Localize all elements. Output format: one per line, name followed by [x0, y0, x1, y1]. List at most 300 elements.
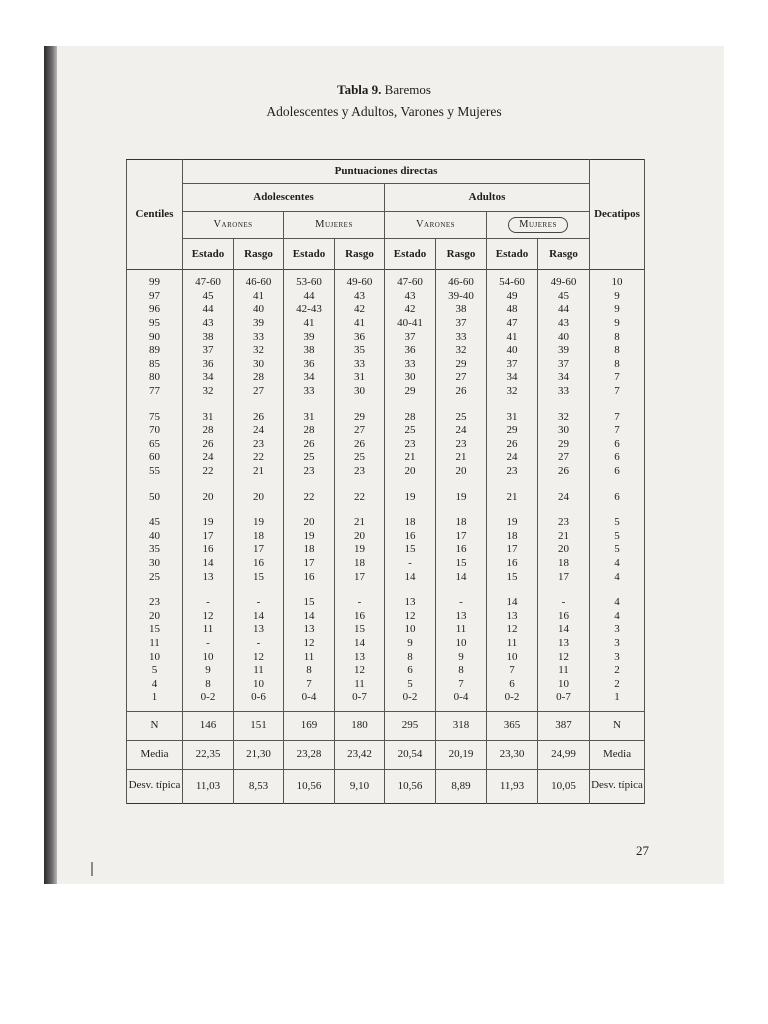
decatipo-cell: 4 — [590, 596, 645, 610]
score-cell: 20 — [234, 490, 284, 504]
row-label: Media — [127, 740, 183, 769]
spacer-cell — [538, 398, 590, 410]
score-cell: 27 — [436, 371, 487, 385]
score-cell: 8,53 — [234, 769, 284, 803]
score-cell: 23 — [436, 438, 487, 452]
score-cell: 32 — [538, 410, 590, 424]
decatipo-cell: Media — [590, 740, 645, 769]
decatipo-cell: 4 — [590, 570, 645, 584]
score-cell: 33 — [436, 330, 487, 344]
score-cell: 19 — [335, 543, 385, 557]
score-cell: 18 — [284, 543, 335, 557]
decatipo-cell: 9 — [590, 290, 645, 304]
decatipo-cell: 2 — [590, 664, 645, 678]
table-row — [127, 650, 645, 664]
score-cell: 15 — [284, 596, 335, 610]
decatipo-cell: 4 — [590, 609, 645, 623]
header-adultos-varones: Varones — [385, 212, 487, 239]
score-cell: 30 — [385, 371, 436, 385]
header-adolescentes-varones: Varones — [183, 212, 284, 239]
score-cell: 26 — [284, 438, 335, 452]
score-cell: 13 — [284, 623, 335, 637]
score-cell: - — [183, 596, 234, 610]
score-cell: 0-2 — [487, 691, 538, 705]
score-cell: 20 — [335, 530, 385, 544]
header-puntuaciones-directas: Puntuaciones directas — [183, 160, 590, 184]
score-cell: 18 — [385, 516, 436, 530]
score-cell: 41 — [234, 290, 284, 304]
score-cell: 23 — [538, 516, 590, 530]
table-row — [127, 530, 645, 544]
score-cell: 26 — [538, 465, 590, 479]
spacer-cell — [590, 478, 645, 490]
score-cell: 12 — [234, 650, 284, 664]
score-cell: 9 — [183, 664, 234, 678]
table-row — [127, 557, 645, 571]
score-cell: 23,30 — [487, 740, 538, 769]
score-cell: 29 — [487, 424, 538, 438]
spacer-cell — [284, 398, 335, 410]
score-cell: 43 — [183, 317, 234, 331]
score-cell: 20 — [183, 490, 234, 504]
score-cell: 40-41 — [385, 317, 436, 331]
spacer-cell — [284, 504, 335, 516]
score-cell: 31 — [335, 371, 385, 385]
score-cell: 20 — [538, 543, 590, 557]
spacer-cell — [127, 478, 183, 490]
score-cell: 365 — [487, 711, 538, 740]
score-cell: 22 — [183, 465, 234, 479]
score-cell: 14 — [183, 557, 234, 571]
score-cell: 20 — [385, 465, 436, 479]
score-cell: 26 — [436, 385, 487, 399]
score-cell: 44 — [183, 303, 234, 317]
spacer-cell — [234, 478, 284, 490]
score-cell: 25 — [436, 410, 487, 424]
decatipo-cell: 5 — [590, 543, 645, 557]
row-label: 95 — [127, 317, 183, 331]
score-cell: 21,30 — [234, 740, 284, 769]
row-label: Desv. típica — [127, 769, 183, 803]
score-cell: 295 — [385, 711, 436, 740]
score-cell: 30 — [538, 424, 590, 438]
spacer-cell — [385, 504, 436, 516]
score-cell: 318 — [436, 711, 487, 740]
header-estado: Estado — [385, 239, 436, 270]
score-cell: 31 — [284, 410, 335, 424]
header-adolescentes-mujeres: Mujeres — [284, 212, 385, 239]
row-label: 10 — [127, 650, 183, 664]
score-cell: 11,03 — [183, 769, 234, 803]
score-cell: 15 — [234, 570, 284, 584]
spacer-cell — [183, 478, 234, 490]
score-cell: 29 — [538, 438, 590, 452]
row-label: 97 — [127, 290, 183, 304]
table-body — [127, 270, 645, 804]
score-cell: 30 — [335, 385, 385, 399]
score-cell: 32 — [234, 344, 284, 358]
score-cell: 23 — [284, 465, 335, 479]
score-cell: 8 — [436, 664, 487, 678]
score-cell: 43 — [385, 290, 436, 304]
table-row — [127, 290, 645, 304]
spacer-cell — [335, 504, 385, 516]
score-cell: 24 — [538, 490, 590, 504]
score-cell: 38 — [284, 344, 335, 358]
spacer-cell — [436, 584, 487, 596]
score-cell: 31 — [183, 410, 234, 424]
score-cell: 33 — [385, 358, 436, 372]
decatipo-cell: 3 — [590, 623, 645, 637]
table-row — [127, 691, 645, 705]
score-cell: 42 — [335, 303, 385, 317]
score-cell: 23 — [385, 438, 436, 452]
score-cell: 11 — [284, 650, 335, 664]
score-cell: 39 — [538, 344, 590, 358]
spacer-cell — [436, 478, 487, 490]
score-cell: 22,35 — [183, 740, 234, 769]
score-cell: 19 — [234, 516, 284, 530]
score-cell: 10,56 — [284, 769, 335, 803]
score-cell: 23,28 — [284, 740, 335, 769]
score-cell: 18 — [234, 530, 284, 544]
score-cell: 0-6 — [234, 691, 284, 705]
score-cell: 13 — [538, 637, 590, 651]
score-cell: 0-2 — [385, 691, 436, 705]
score-cell: 49-60 — [335, 276, 385, 290]
score-cell: 24 — [487, 451, 538, 465]
score-cell: 32 — [436, 344, 487, 358]
page-binding-shadow — [44, 46, 57, 884]
decatipo-cell: N — [590, 711, 645, 740]
score-cell: 0-4 — [436, 691, 487, 705]
decatipo-cell: 6 — [590, 451, 645, 465]
score-cell: 23 — [335, 465, 385, 479]
spacer-cell — [183, 584, 234, 596]
score-cell: 15 — [335, 623, 385, 637]
score-cell: 10 — [234, 677, 284, 691]
score-cell: 13 — [436, 609, 487, 623]
score-cell: 17 — [335, 570, 385, 584]
decatipo-cell: 9 — [590, 303, 645, 317]
score-cell: 16 — [284, 570, 335, 584]
row-label: N — [127, 711, 183, 740]
score-cell: 23 — [234, 438, 284, 452]
score-cell: 0-7 — [335, 691, 385, 705]
score-cell: 11 — [436, 623, 487, 637]
score-cell: 0-7 — [538, 691, 590, 705]
decatipo-cell: 3 — [590, 650, 645, 664]
score-cell: 11 — [234, 664, 284, 678]
score-cell: 22 — [234, 451, 284, 465]
score-cell: 36 — [385, 344, 436, 358]
scan-mark — [91, 862, 93, 876]
decatipo-cell: 6 — [590, 438, 645, 452]
score-cell: 387 — [538, 711, 590, 740]
table-row — [127, 303, 645, 317]
score-cell: 46-60 — [436, 276, 487, 290]
row-label: 65 — [127, 438, 183, 452]
table-row — [127, 570, 645, 584]
score-cell: 7 — [284, 677, 335, 691]
table-row — [127, 490, 645, 504]
header-rasgo: Rasgo — [234, 239, 284, 270]
decatipo-cell: 8 — [590, 344, 645, 358]
baremos-table — [126, 159, 645, 804]
spacer-cell — [385, 398, 436, 410]
score-cell: 29 — [436, 358, 487, 372]
row-label: 96 — [127, 303, 183, 317]
score-cell: 28 — [284, 424, 335, 438]
score-cell: 40 — [487, 344, 538, 358]
header-rasgo: Rasgo — [436, 239, 487, 270]
header-centiles: Centiles — [127, 160, 183, 270]
row-label: 89 — [127, 344, 183, 358]
score-cell: 26 — [183, 438, 234, 452]
table-row — [127, 596, 645, 610]
score-cell: 39 — [234, 317, 284, 331]
score-cell: 21 — [335, 516, 385, 530]
row-label: 25 — [127, 570, 183, 584]
stat-row-desv — [127, 769, 645, 803]
score-cell: 14 — [335, 637, 385, 651]
score-cell: 0-4 — [284, 691, 335, 705]
score-cell: 15 — [385, 543, 436, 557]
score-cell: 13 — [183, 570, 234, 584]
table-row — [127, 677, 645, 691]
score-cell: - — [436, 596, 487, 610]
table-row — [127, 438, 645, 452]
decatipo-cell: 1 — [590, 691, 645, 705]
score-cell: 17 — [183, 530, 234, 544]
decatipo-cell: 8 — [590, 358, 645, 372]
spacer-cell — [234, 584, 284, 596]
score-cell: 5 — [385, 677, 436, 691]
row-label: 75 — [127, 410, 183, 424]
row-label: 11 — [127, 637, 183, 651]
spacer-cell — [127, 398, 183, 410]
score-cell: 26 — [234, 410, 284, 424]
score-cell: 10 — [538, 677, 590, 691]
score-cell: 16 — [183, 543, 234, 557]
stat-row-n — [127, 711, 645, 740]
score-cell: 46-60 — [234, 276, 284, 290]
score-cell: 39 — [284, 330, 335, 344]
score-cell: 9,10 — [335, 769, 385, 803]
score-cell: - — [183, 637, 234, 651]
row-label: 99 — [127, 276, 183, 290]
table-row — [127, 424, 645, 438]
score-cell: 11 — [487, 637, 538, 651]
score-cell: 16 — [538, 609, 590, 623]
score-cell: 12 — [335, 664, 385, 678]
spacer-cell — [538, 478, 590, 490]
score-cell: 11 — [335, 677, 385, 691]
score-cell: 21 — [436, 451, 487, 465]
score-cell: 38 — [436, 303, 487, 317]
score-cell: 38 — [183, 330, 234, 344]
score-cell: 13 — [234, 623, 284, 637]
score-cell: 21 — [385, 451, 436, 465]
score-cell: 42-43 — [284, 303, 335, 317]
header-adultos-mujeres — [487, 212, 590, 239]
spacer-cell — [487, 584, 538, 596]
page-number: 27 — [636, 843, 649, 858]
spacer-cell — [234, 504, 284, 516]
score-cell: 34 — [538, 371, 590, 385]
score-cell: - — [234, 637, 284, 651]
score-cell: 27 — [234, 385, 284, 399]
score-cell: 23,42 — [335, 740, 385, 769]
score-cell: 18 — [538, 557, 590, 571]
score-cell: 10 — [183, 650, 234, 664]
spacer-cell — [183, 504, 234, 516]
table-row — [127, 330, 645, 344]
score-cell: 40 — [234, 303, 284, 317]
score-cell: 31 — [487, 410, 538, 424]
score-cell: 49 — [487, 290, 538, 304]
table-title — [44, 82, 724, 98]
score-cell: 25 — [385, 424, 436, 438]
row-label: 45 — [127, 516, 183, 530]
spacer-cell — [385, 584, 436, 596]
row-label: 50 — [127, 490, 183, 504]
score-cell: 33 — [538, 385, 590, 399]
score-cell: 14 — [385, 570, 436, 584]
score-cell: 12 — [284, 637, 335, 651]
score-cell: 11 — [538, 664, 590, 678]
score-cell: - — [335, 596, 385, 610]
decatipo-cell: 8 — [590, 330, 645, 344]
decatipo-cell: 6 — [590, 490, 645, 504]
score-cell: 48 — [487, 303, 538, 317]
score-cell: 36 — [284, 358, 335, 372]
score-cell: 21 — [234, 465, 284, 479]
score-cell: 21 — [487, 490, 538, 504]
score-cell: 13 — [335, 650, 385, 664]
score-cell: 36 — [335, 330, 385, 344]
score-cell: 18 — [335, 557, 385, 571]
score-cell: 33 — [284, 385, 335, 399]
score-cell: 20 — [436, 465, 487, 479]
score-cell: 27 — [538, 451, 590, 465]
block-spacer — [127, 584, 645, 596]
score-cell: 42 — [385, 303, 436, 317]
score-cell: 24 — [183, 451, 234, 465]
score-cell: 16 — [335, 609, 385, 623]
score-cell: 22 — [335, 490, 385, 504]
score-cell: 11,93 — [487, 769, 538, 803]
score-cell: 47 — [487, 317, 538, 331]
table-row — [127, 637, 645, 651]
score-cell: 13 — [385, 596, 436, 610]
row-label: 90 — [127, 330, 183, 344]
score-cell: 16 — [385, 530, 436, 544]
score-cell: 10 — [385, 623, 436, 637]
score-cell: 8 — [183, 677, 234, 691]
decatipo-cell: 3 — [590, 637, 645, 651]
score-cell: 18 — [487, 530, 538, 544]
block-spacer — [127, 398, 645, 410]
score-cell: 10,05 — [538, 769, 590, 803]
score-cell: 34 — [183, 371, 234, 385]
score-cell: 39-40 — [436, 290, 487, 304]
row-label: 40 — [127, 530, 183, 544]
score-cell: 47-60 — [183, 276, 234, 290]
score-cell: 44 — [284, 290, 335, 304]
header-adultos: Adultos — [385, 184, 590, 212]
score-cell: 17 — [436, 530, 487, 544]
score-cell: 47-60 — [385, 276, 436, 290]
score-cell: 53-60 — [284, 276, 335, 290]
score-cell: 21 — [538, 530, 590, 544]
header-estado: Estado — [183, 239, 234, 270]
score-cell: 19 — [385, 490, 436, 504]
decatipo-cell: 4 — [590, 557, 645, 571]
header-adolescentes: Adolescentes — [183, 184, 385, 212]
header-rasgo: Rasgo — [335, 239, 385, 270]
row-label: 30 — [127, 557, 183, 571]
table-row — [127, 317, 645, 331]
score-cell: 151 — [234, 711, 284, 740]
spacer-cell — [284, 584, 335, 596]
score-cell: 8 — [284, 664, 335, 678]
score-cell: 41 — [335, 317, 385, 331]
score-cell: 37 — [183, 344, 234, 358]
score-cell: 24,99 — [538, 740, 590, 769]
score-cell: 37 — [385, 330, 436, 344]
table-row — [127, 385, 645, 399]
decatipo-cell: 6 — [590, 465, 645, 479]
spacer-cell — [538, 584, 590, 596]
decatipo-cell: 2 — [590, 677, 645, 691]
score-cell: 33 — [234, 330, 284, 344]
row-label: 77 — [127, 385, 183, 399]
spacer-cell — [436, 504, 487, 516]
score-cell: 29 — [385, 385, 436, 399]
score-cell: 16 — [234, 557, 284, 571]
score-cell: 12 — [538, 650, 590, 664]
spacer-cell — [183, 398, 234, 410]
row-label: 23 — [127, 596, 183, 610]
table-title-number: Tabla 9. — [337, 82, 382, 97]
score-cell: 8,89 — [436, 769, 487, 803]
score-cell: 54-60 — [487, 276, 538, 290]
table-subtitle: Adolescentes y Adultos, Varones y Mujeres — [266, 104, 502, 119]
spacer-cell — [127, 504, 183, 516]
spacer-cell — [335, 478, 385, 490]
spacer-cell — [590, 398, 645, 410]
score-cell: 180 — [335, 711, 385, 740]
table-row — [127, 344, 645, 358]
score-cell: 6 — [487, 677, 538, 691]
row-label: 15 — [127, 623, 183, 637]
score-cell: - — [385, 557, 436, 571]
score-cell: 16 — [436, 543, 487, 557]
score-cell: 34 — [284, 371, 335, 385]
score-cell: 28 — [385, 410, 436, 424]
score-cell: 24 — [436, 424, 487, 438]
decatipo-cell: 7 — [590, 385, 645, 399]
score-cell: 14 — [487, 596, 538, 610]
score-cell: 37 — [538, 358, 590, 372]
row-label: 20 — [127, 609, 183, 623]
score-cell: 28 — [234, 371, 284, 385]
score-cell: 30 — [234, 358, 284, 372]
table-row — [127, 543, 645, 557]
score-cell: 14 — [234, 609, 284, 623]
score-cell: 26 — [487, 438, 538, 452]
